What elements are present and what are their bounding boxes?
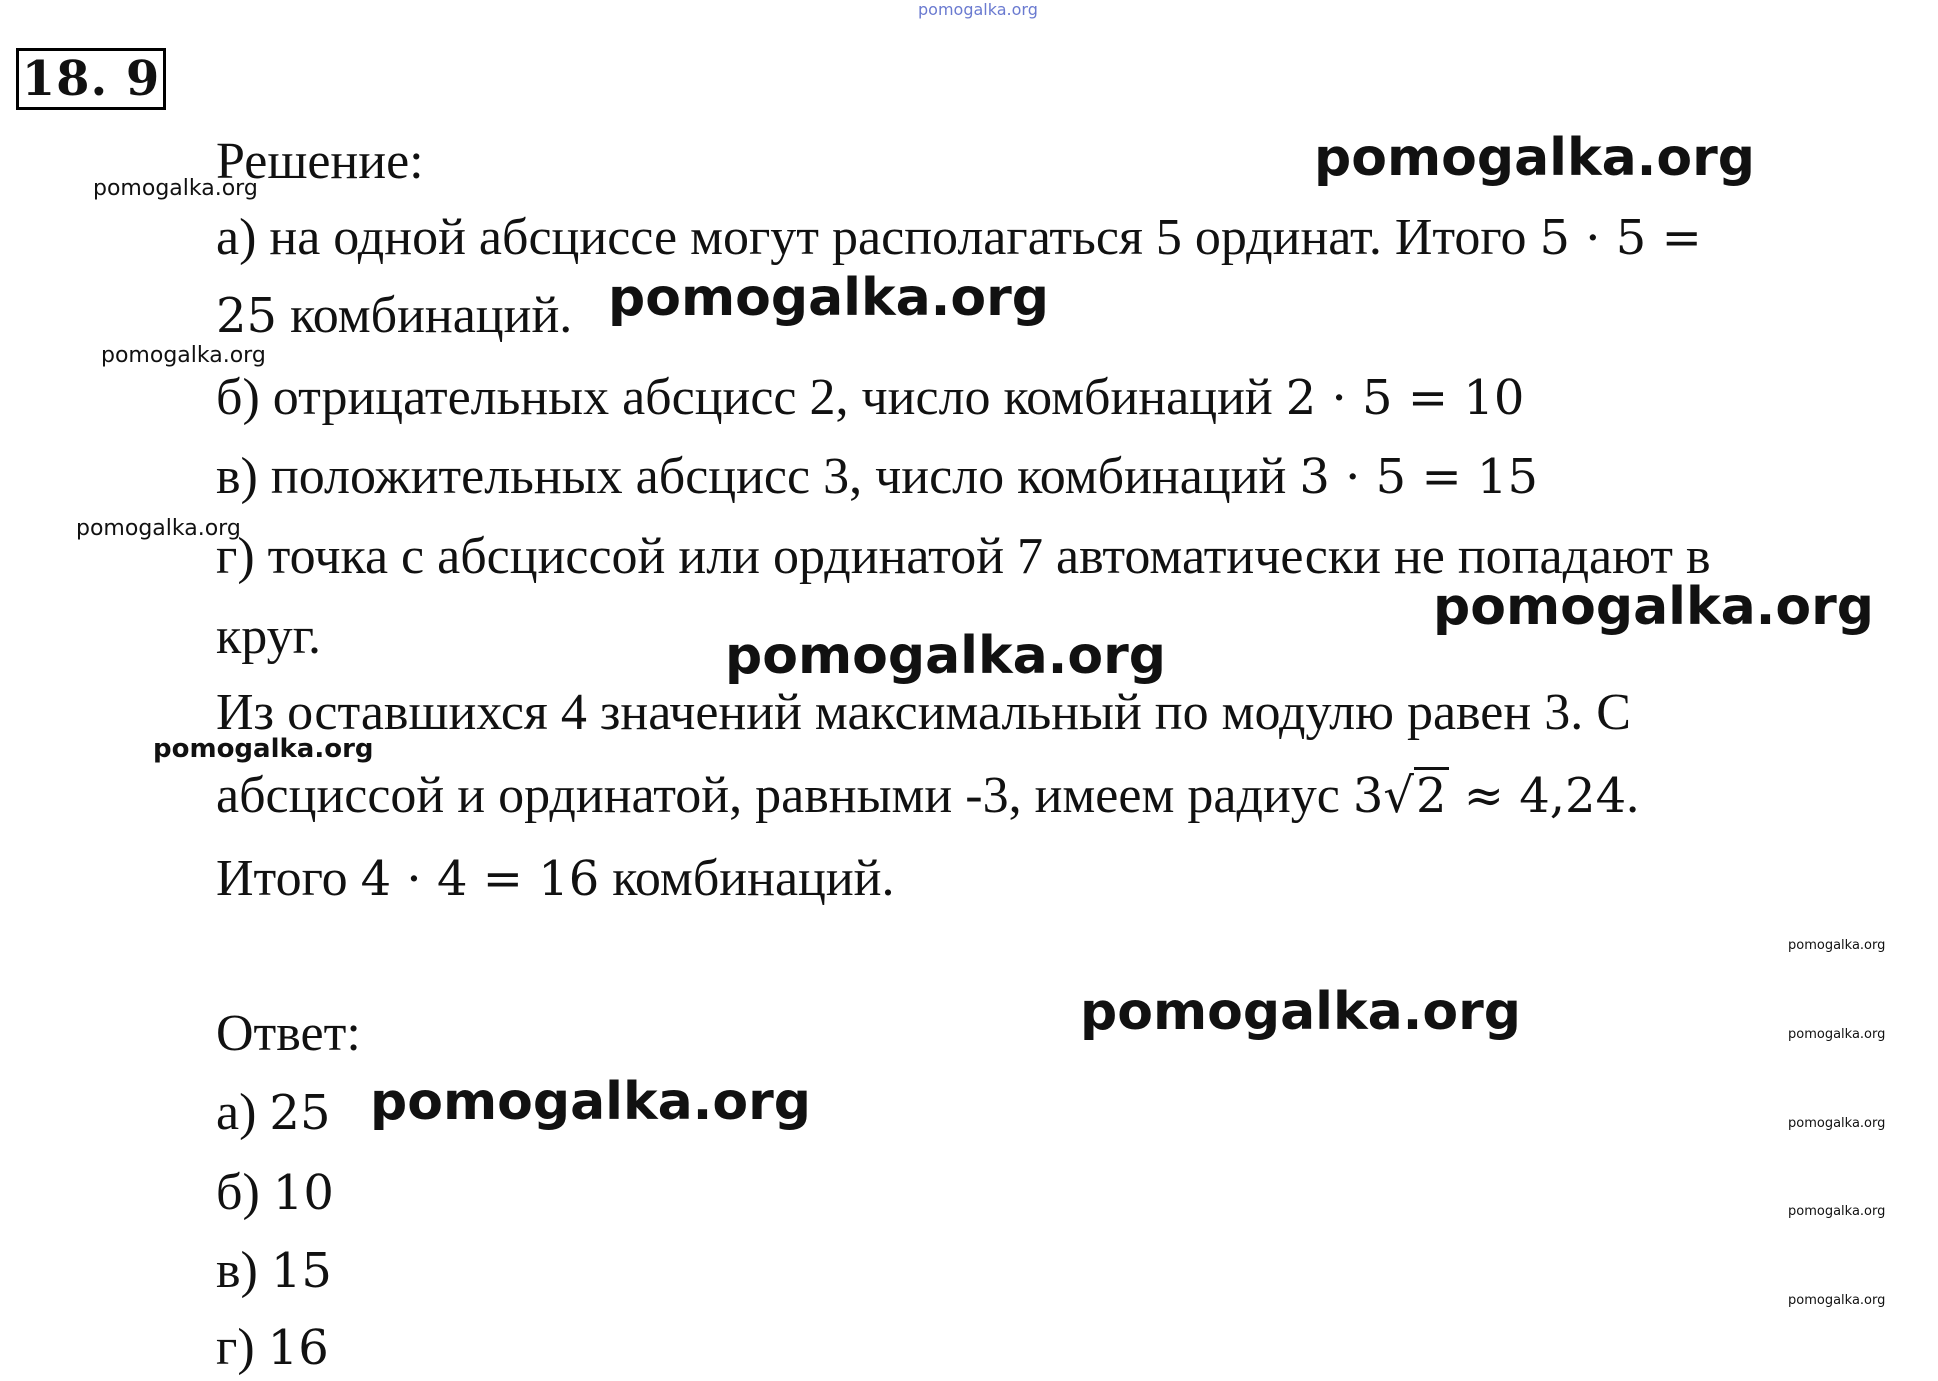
watermark: pomogalka.org: [1788, 1027, 1886, 1042]
answer-v: [216, 1241, 332, 1301]
answer-b: [216, 1163, 334, 1223]
radius-coefficient: 3: [1352, 768, 1384, 824]
solution-line-a2: [216, 286, 572, 346]
solution-line-rest1: Из оставшихся 4 значений максимальный по модулю равен 3. С: [216, 684, 1631, 741]
top-site-link[interactable]: pomogalka.org: [918, 0, 1038, 19]
radius-approx: ≈ 4,24: [1448, 768, 1627, 824]
watermark: pomogalka.org: [1314, 128, 1756, 188]
answer-a-label: а): [216, 1084, 270, 1141]
solution-line-total: [216, 849, 895, 909]
sqrt-sign: √: [1383, 768, 1414, 824]
watermark: pomogalka.org: [1788, 1204, 1886, 1219]
watermark: pomogalka.org: [153, 734, 374, 764]
watermark: pomogalka.org: [101, 343, 266, 368]
line-total-start: Итого: [216, 850, 361, 907]
watermark: pomogalka.org: [1080, 982, 1522, 1042]
solution-line-b: [216, 368, 1524, 428]
watermark: pomogalka.org: [93, 176, 258, 201]
watermark: pomogalka.org: [76, 516, 241, 541]
line-v-math: 3 · 5 = 15: [1299, 449, 1538, 505]
solution-line-g2: круг.: [216, 608, 322, 665]
line-a1-text: а) на одной абсциссе могут располагаться 5 ординат. Итого: [216, 209, 1540, 266]
sqrt-radicand: 2: [1415, 768, 1447, 824]
line-rest2-math: [1353, 768, 1626, 824]
watermark: pomogalka.org: [1788, 938, 1886, 953]
problem-number: 18. 9: [16, 48, 166, 110]
answer-a-value: 25: [269, 1085, 331, 1141]
watermark: pomogalka.org: [608, 268, 1050, 328]
line-rest2-end: .: [1626, 767, 1640, 824]
solution-line-g1: г) точка с абсциссой или ординатой 7 автоматически не попадают в: [216, 528, 1711, 585]
watermark: pomogalka.org: [725, 626, 1167, 686]
line-a2-math: 25: [216, 288, 278, 344]
line-total-end: комбинаций.: [599, 850, 895, 907]
answer-g-value: 16: [267, 1320, 329, 1376]
line-v-text: в) положительных абсцисс 3, число комбинаций: [216, 448, 1300, 505]
watermark: pomogalka.org: [370, 1072, 812, 1132]
answer-b-value: 10: [272, 1165, 334, 1221]
answer-g-label: г): [216, 1319, 268, 1376]
solution-line-rest2: [216, 766, 1639, 826]
watermark: pomogalka.org: [1788, 1116, 1886, 1131]
line-b-text: б) отрицательных абсцисс 2, число комбинаций: [216, 369, 1286, 426]
answer-g: [216, 1318, 329, 1378]
line-total-math: 4 · 4 = 16: [360, 851, 600, 907]
answer-heading: Ответ:: [216, 1005, 361, 1062]
answer-v-value: 15: [270, 1243, 332, 1299]
watermark: pomogalka.org: [1433, 577, 1875, 637]
line-a2-text: комбинаций.: [277, 287, 573, 344]
line-rest2-text: абсциссой и ординатой, равными -3, имеем радиус: [216, 767, 1353, 824]
solution-line-v: [216, 447, 1538, 507]
answer-v-label: в): [216, 1242, 271, 1299]
answer-a: [216, 1083, 330, 1143]
watermark: pomogalka.org: [1788, 1293, 1886, 1308]
solution-heading: Решение:: [216, 133, 424, 190]
solution-line-a1: [216, 208, 1702, 268]
answer-b-label: б): [216, 1164, 273, 1221]
line-b-math: 2 · 5 = 10: [1285, 370, 1525, 426]
line-a1-math: 5 · 5 =: [1539, 210, 1702, 266]
